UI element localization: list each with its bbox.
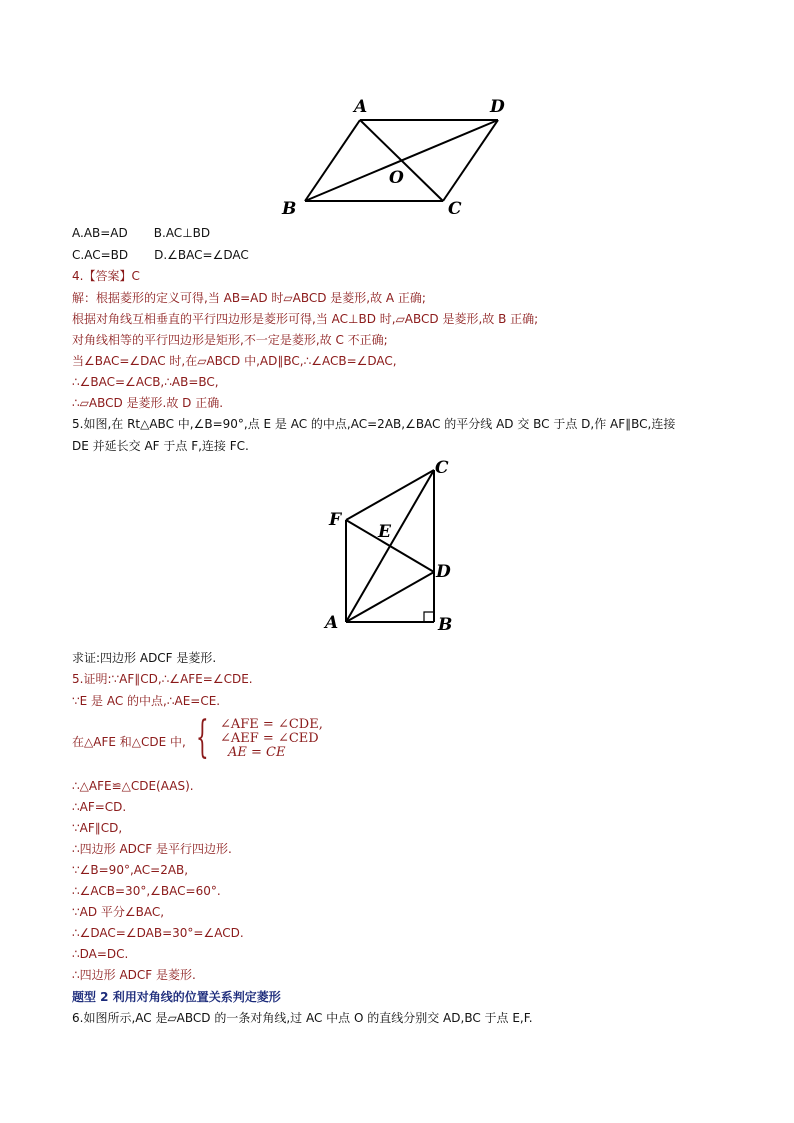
- parallelogram-figure: [270, 92, 520, 222]
- label-b: B: [282, 199, 297, 219]
- q5-proof-line: ∴∠ACB=30°,∠BAC=60°.: [72, 884, 221, 898]
- label-a: A: [354, 97, 368, 117]
- segment-ad: [346, 572, 434, 622]
- q4-answer: 4.【答案】C: [72, 269, 140, 283]
- label-f: F: [329, 510, 342, 530]
- q5-proof-line: ∴四边形 ADCF 是菱形.: [72, 968, 196, 982]
- q4-solution-line: ∴∠BAC=∠ACB,∴AB=BC,: [72, 375, 219, 389]
- q5-proof-line: ∵AD 平分∠BAC,: [72, 905, 165, 919]
- option-a: A.AB=AD: [72, 226, 128, 240]
- q5-proof-line: ∴∠DAC=∠DAB=30°=∠ACD.: [72, 926, 244, 940]
- left-brace-icon: {: [196, 712, 209, 763]
- q5-prove: 求证:四边形 ADCF 是菱形.: [72, 651, 217, 665]
- label-a: A: [325, 613, 339, 633]
- label-e: E: [378, 522, 391, 542]
- system-lead: 在△AFE 和△CDE 中,: [72, 735, 186, 749]
- q5-proof-line: ∴DA=DC.: [72, 947, 129, 961]
- label-b: B: [438, 615, 453, 635]
- q5-proof-line: ∵∠B=90°,AC=2AB,: [72, 863, 189, 877]
- q5-proof-line: ∴△AFE≌△CDE(AAS).: [72, 779, 194, 793]
- q5-proof-line: ∵AF∥CD,: [72, 821, 123, 835]
- q4-solution-line: ∴▱ABCD 是菱形.故 D 正确.: [72, 396, 224, 410]
- q5-proof-line: ∴四边形 ADCF 是平行四边形.: [72, 842, 232, 856]
- options-row-2: [72, 247, 249, 263]
- system-equations: [220, 718, 323, 760]
- label-d: D: [436, 562, 451, 582]
- option-d: D.∠BAC=∠DAC: [154, 248, 249, 262]
- q6-question: 6.如图所示,AC 是▱ABCD 的一条对角线,过 AC 中点 O 的直线分别交 AD,BC 于点 E,F.: [72, 1011, 533, 1025]
- q4-solution-line: 解：根据菱形的定义可得,当 AB=AD 时▱ABCD 是菱形,故 A 正确;: [72, 291, 426, 305]
- q5-proof-line: ∵E 是 AC 的中点,∴AE=CE.: [72, 694, 221, 708]
- equation-3: AE = CE: [228, 745, 286, 760]
- options-row-1: [72, 225, 210, 241]
- equation-2: ∠AEF = ∠CED: [220, 731, 319, 746]
- segment-fc: [346, 470, 434, 520]
- q4-solution-line: 根据对角线互相垂直的平行四边形是菱形可得,当 AC⊥BD 时,▱ABCD 是菱形,故 B 正确;: [72, 312, 539, 326]
- option-b: B.AC⊥BD: [153, 226, 211, 240]
- rhombus-figure: [320, 458, 470, 638]
- section-title: 题型 2 利用对角线的位置关系判定菱形: [72, 990, 281, 1004]
- q5-question-line: DE 并延长交 AF 于点 F,连接 FC.: [72, 439, 249, 453]
- q4-solution-line: 对角线相等的平行四边形是矩形,不一定是菱形,故 C 不正确;: [72, 333, 388, 347]
- label-o: O: [389, 168, 404, 188]
- q5-proof-line: ∴AF=CD.: [72, 800, 127, 814]
- q5-proof-line: 5.证明:∵AF∥CD,∴∠AFE=∠CDE.: [72, 672, 253, 686]
- diagonal-bd: [305, 120, 498, 201]
- label-c: C: [435, 458, 449, 478]
- label-d: D: [490, 97, 505, 117]
- right-angle-mark: [424, 612, 434, 622]
- label-c: C: [448, 199, 462, 219]
- q5-question-line: 5.如图,在 Rt△ABC 中,∠B=90°,点 E 是 AC 的中点,AC=2AB,∠BAC 的平分线 AD 交 BC 于点 D,作 AF∥BC,连接: [72, 417, 676, 431]
- equation-1: ∠AFE = ∠CDE,: [220, 717, 323, 732]
- option-c: C.AC=BD: [72, 248, 129, 262]
- q4-solution-line: 当∠BAC=∠DAC 时,在▱ABCD 中,AD∥BC,∴∠ACB=∠DAC,: [72, 354, 397, 368]
